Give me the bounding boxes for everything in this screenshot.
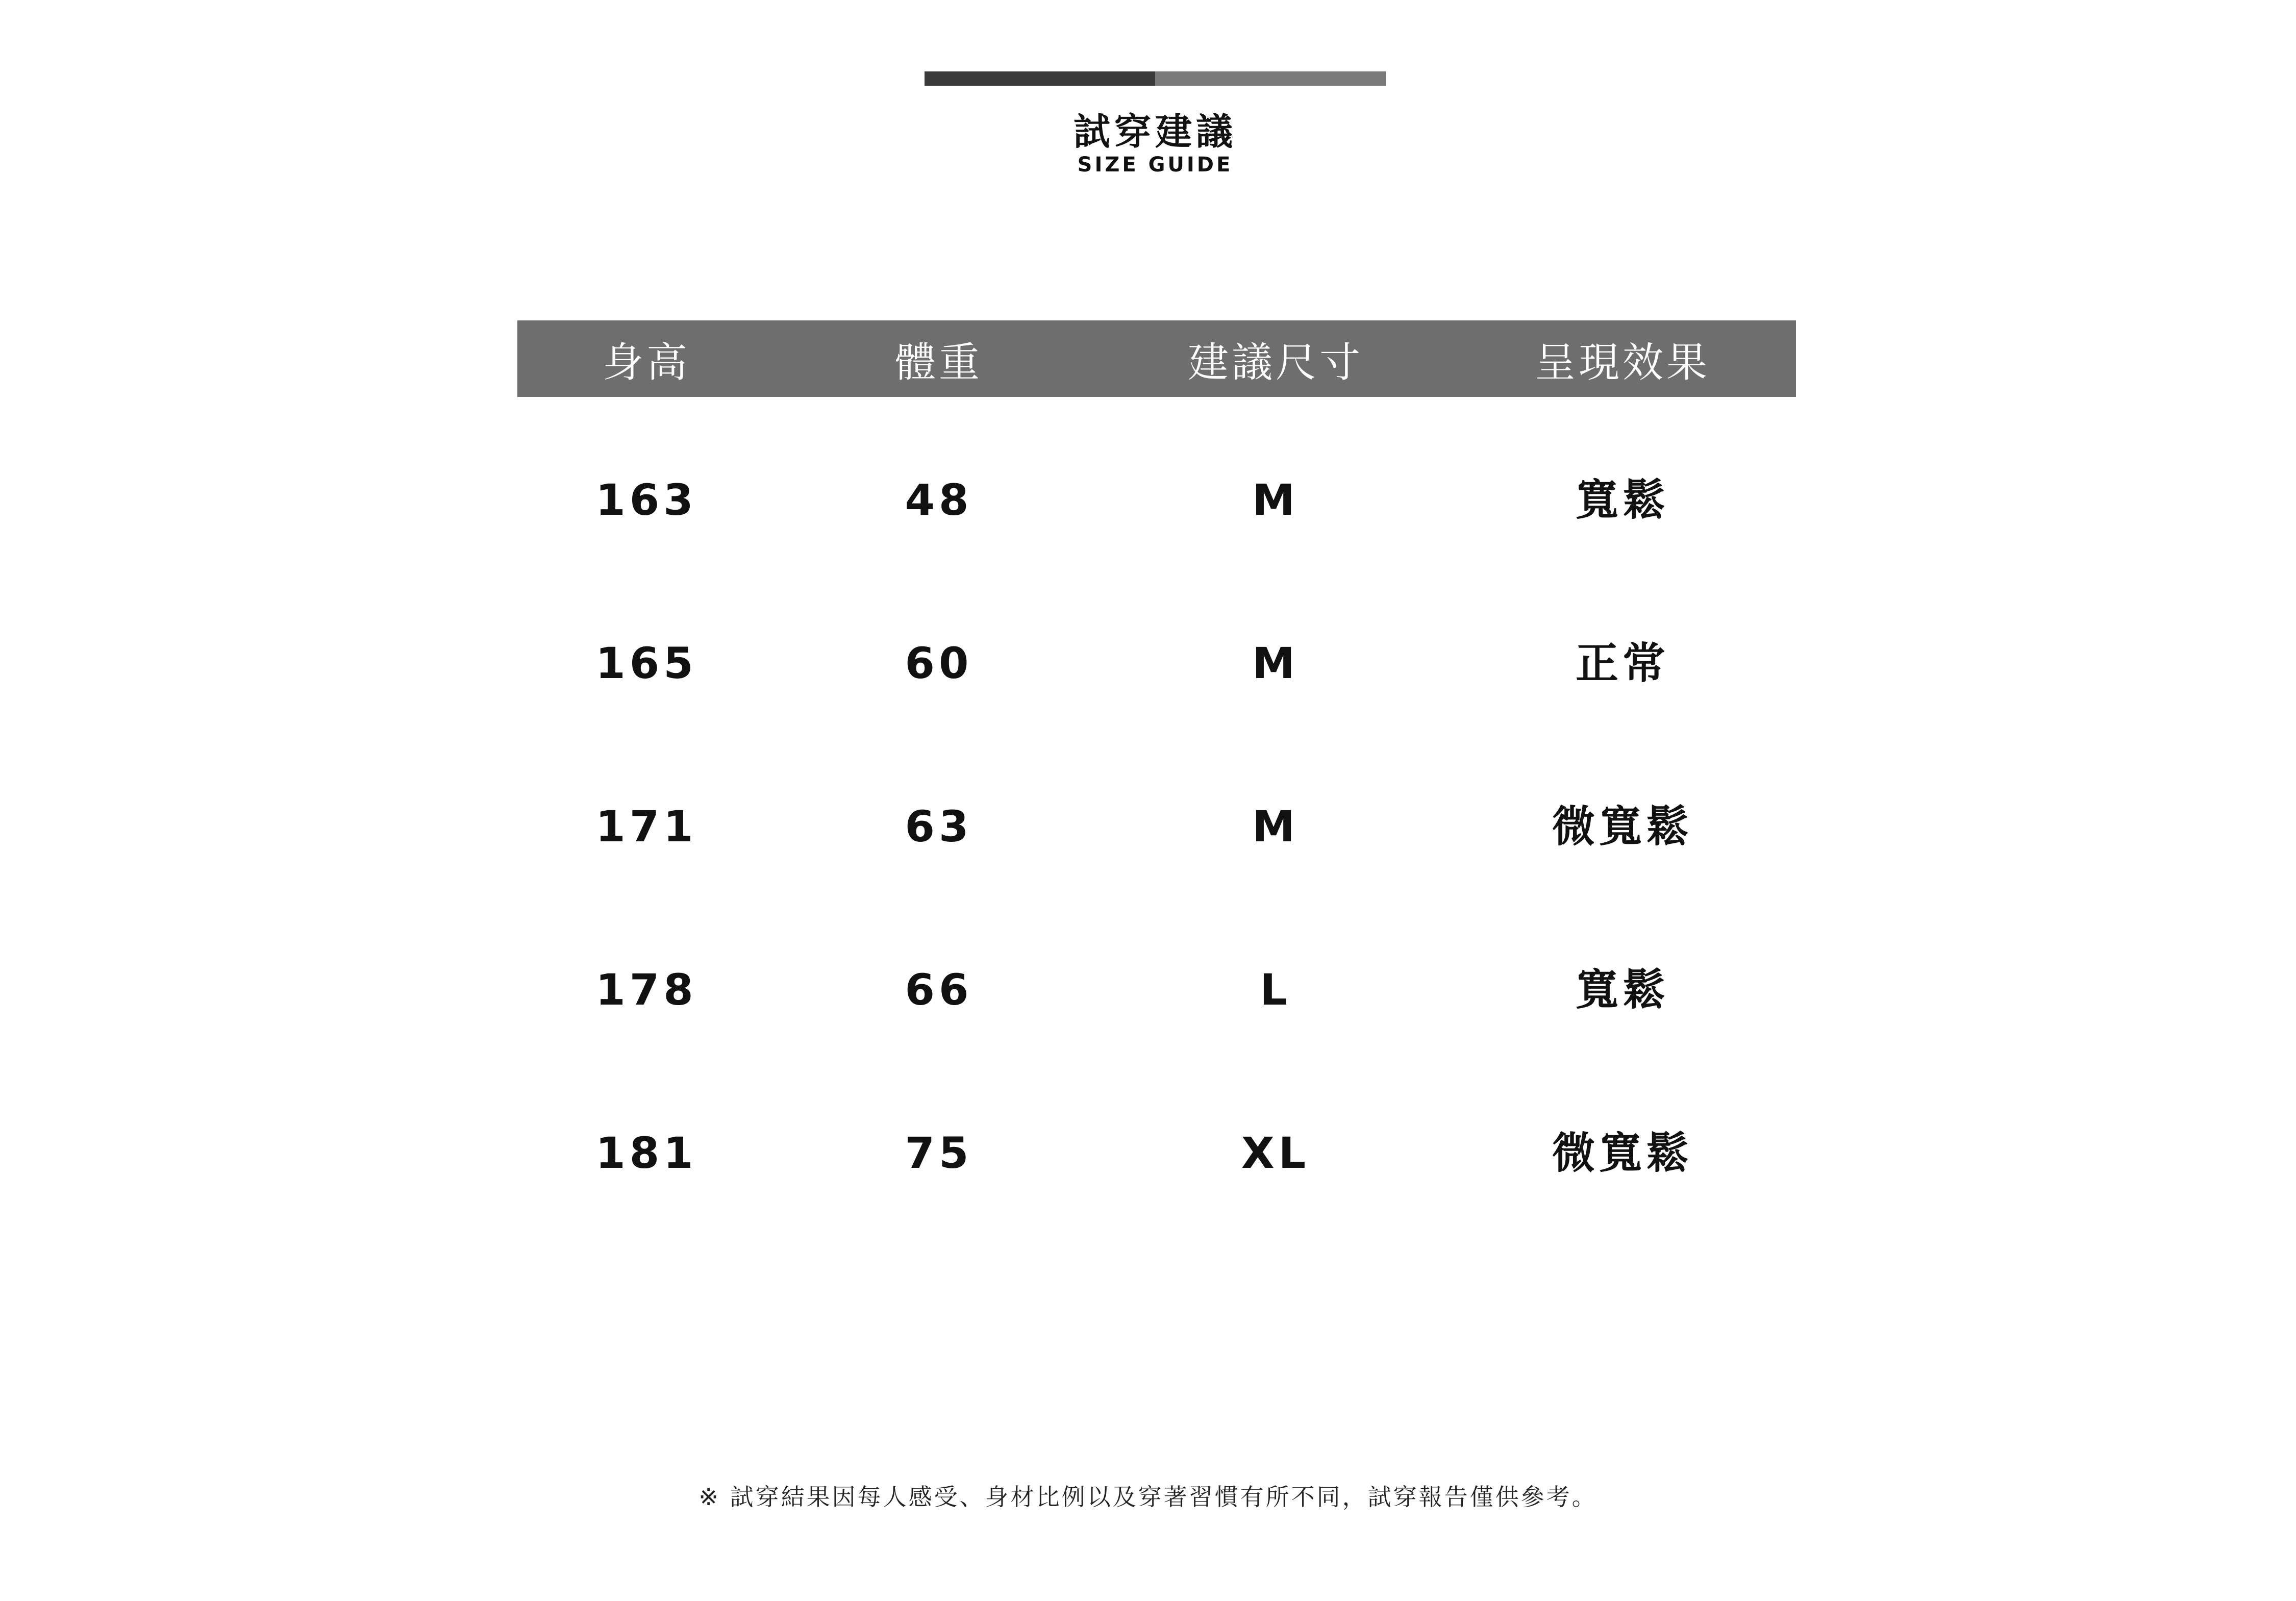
title-accent-bar	[925, 71, 1386, 86]
cell-fit: 寬鬆	[1575, 475, 1669, 525]
table-row	[517, 475, 1796, 642]
cell-weight: 60	[905, 638, 973, 688]
cell-weight: 75	[905, 1128, 973, 1178]
table-row	[517, 965, 1796, 1132]
size-guide-table	[517, 320, 1796, 1295]
cell-height: 178	[595, 965, 697, 1015]
table-body	[517, 475, 1796, 1295]
cell-height: 181	[595, 1128, 697, 1178]
cell-fit: 微寬鬆	[1552, 1128, 1693, 1178]
title-accent-bar-light	[1155, 71, 1386, 86]
title-accent-bar-dark	[925, 71, 1155, 86]
column-header-weight: 體重	[895, 338, 983, 386]
cell-fit: 正常	[1575, 638, 1669, 688]
cell-height: 163	[595, 475, 697, 525]
cell-height: 165	[595, 638, 697, 688]
cell-size: M	[1252, 638, 1299, 688]
cell-weight: 66	[905, 965, 973, 1015]
cell-height: 171	[595, 802, 697, 852]
table-header	[517, 320, 1796, 397]
page-subtitle: SIZE GUIDE	[1077, 153, 1233, 177]
table-row	[517, 638, 1796, 805]
disclaimer-note: ※ 試穿結果因每人感受、身材比例以及穿著習慣有所不同，試穿報告僅供參考。	[698, 1483, 1598, 1511]
cell-size: M	[1252, 475, 1299, 525]
page-title: 試穿建議	[1073, 110, 1237, 153]
cell-size: XL	[1241, 1128, 1310, 1178]
cell-size: M	[1252, 802, 1299, 852]
column-header-size: 建議尺寸	[1188, 338, 1363, 386]
column-header-fit: 呈現效果	[1535, 338, 1710, 386]
table-row	[517, 802, 1796, 968]
cell-fit: 微寬鬆	[1552, 802, 1693, 852]
cell-weight: 63	[905, 802, 973, 852]
column-header-height: 身高	[603, 338, 690, 386]
table-row	[517, 1128, 1796, 1295]
cell-fit: 寬鬆	[1575, 965, 1669, 1015]
cell-size: L	[1260, 965, 1291, 1015]
cell-weight: 48	[905, 475, 973, 525]
